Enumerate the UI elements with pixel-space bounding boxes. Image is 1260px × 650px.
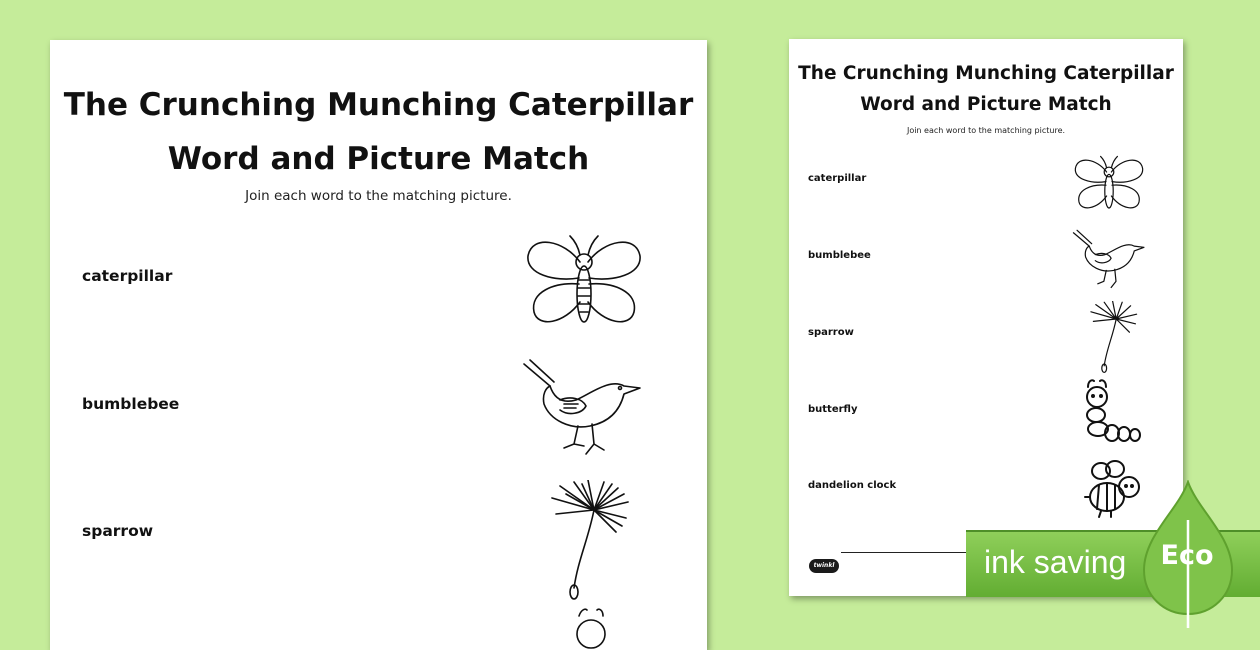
dandelion-clock-icon [1079,301,1139,373]
word-sparrow: sparrow [82,522,154,540]
word-dandelion-clock-small: dandelion clock [808,480,897,491]
eco-badge-label: Eco [1160,540,1214,571]
title-line-2: Word and Picture Match [167,141,590,177]
word-bumblebee-small: bumblebee [808,250,871,261]
title-line-1-small: The Crunching Munching Caterpillar [798,63,1174,84]
worksheet-page-large [50,40,707,650]
butterfly-icon [1073,153,1145,215]
title-line-1: The Crunching Munching Caterpillar [63,87,694,123]
caterpillar-icon [1072,377,1146,447]
worksheet-page-small [789,39,1183,596]
word-caterpillar: caterpillar [82,267,173,285]
sparrow-icon [1071,229,1147,293]
instruction-text-small: Join each word to the matching picture. [906,126,1066,135]
instruction-text: Join each word to the matching picture. [245,188,512,204]
butterfly-icon [524,232,644,332]
sparrow-icon [520,358,645,463]
word-sparrow-small: sparrow [808,327,854,338]
worksheet-title [50,78,707,186]
word-bumblebee: bumblebee [82,395,180,413]
word-butterfly-small: butterfly [808,404,858,415]
caterpillar-icon [565,606,625,650]
dandelion-clock-icon [532,480,632,600]
worksheet-title-small [789,58,1183,120]
title-line-2-small: Word and Picture Match [860,94,1112,115]
word-caterpillar-small: caterpillar [808,173,867,184]
ink-saving-label: ink saving [984,544,1127,580]
twinkl-logo: twinkl [809,559,839,573]
